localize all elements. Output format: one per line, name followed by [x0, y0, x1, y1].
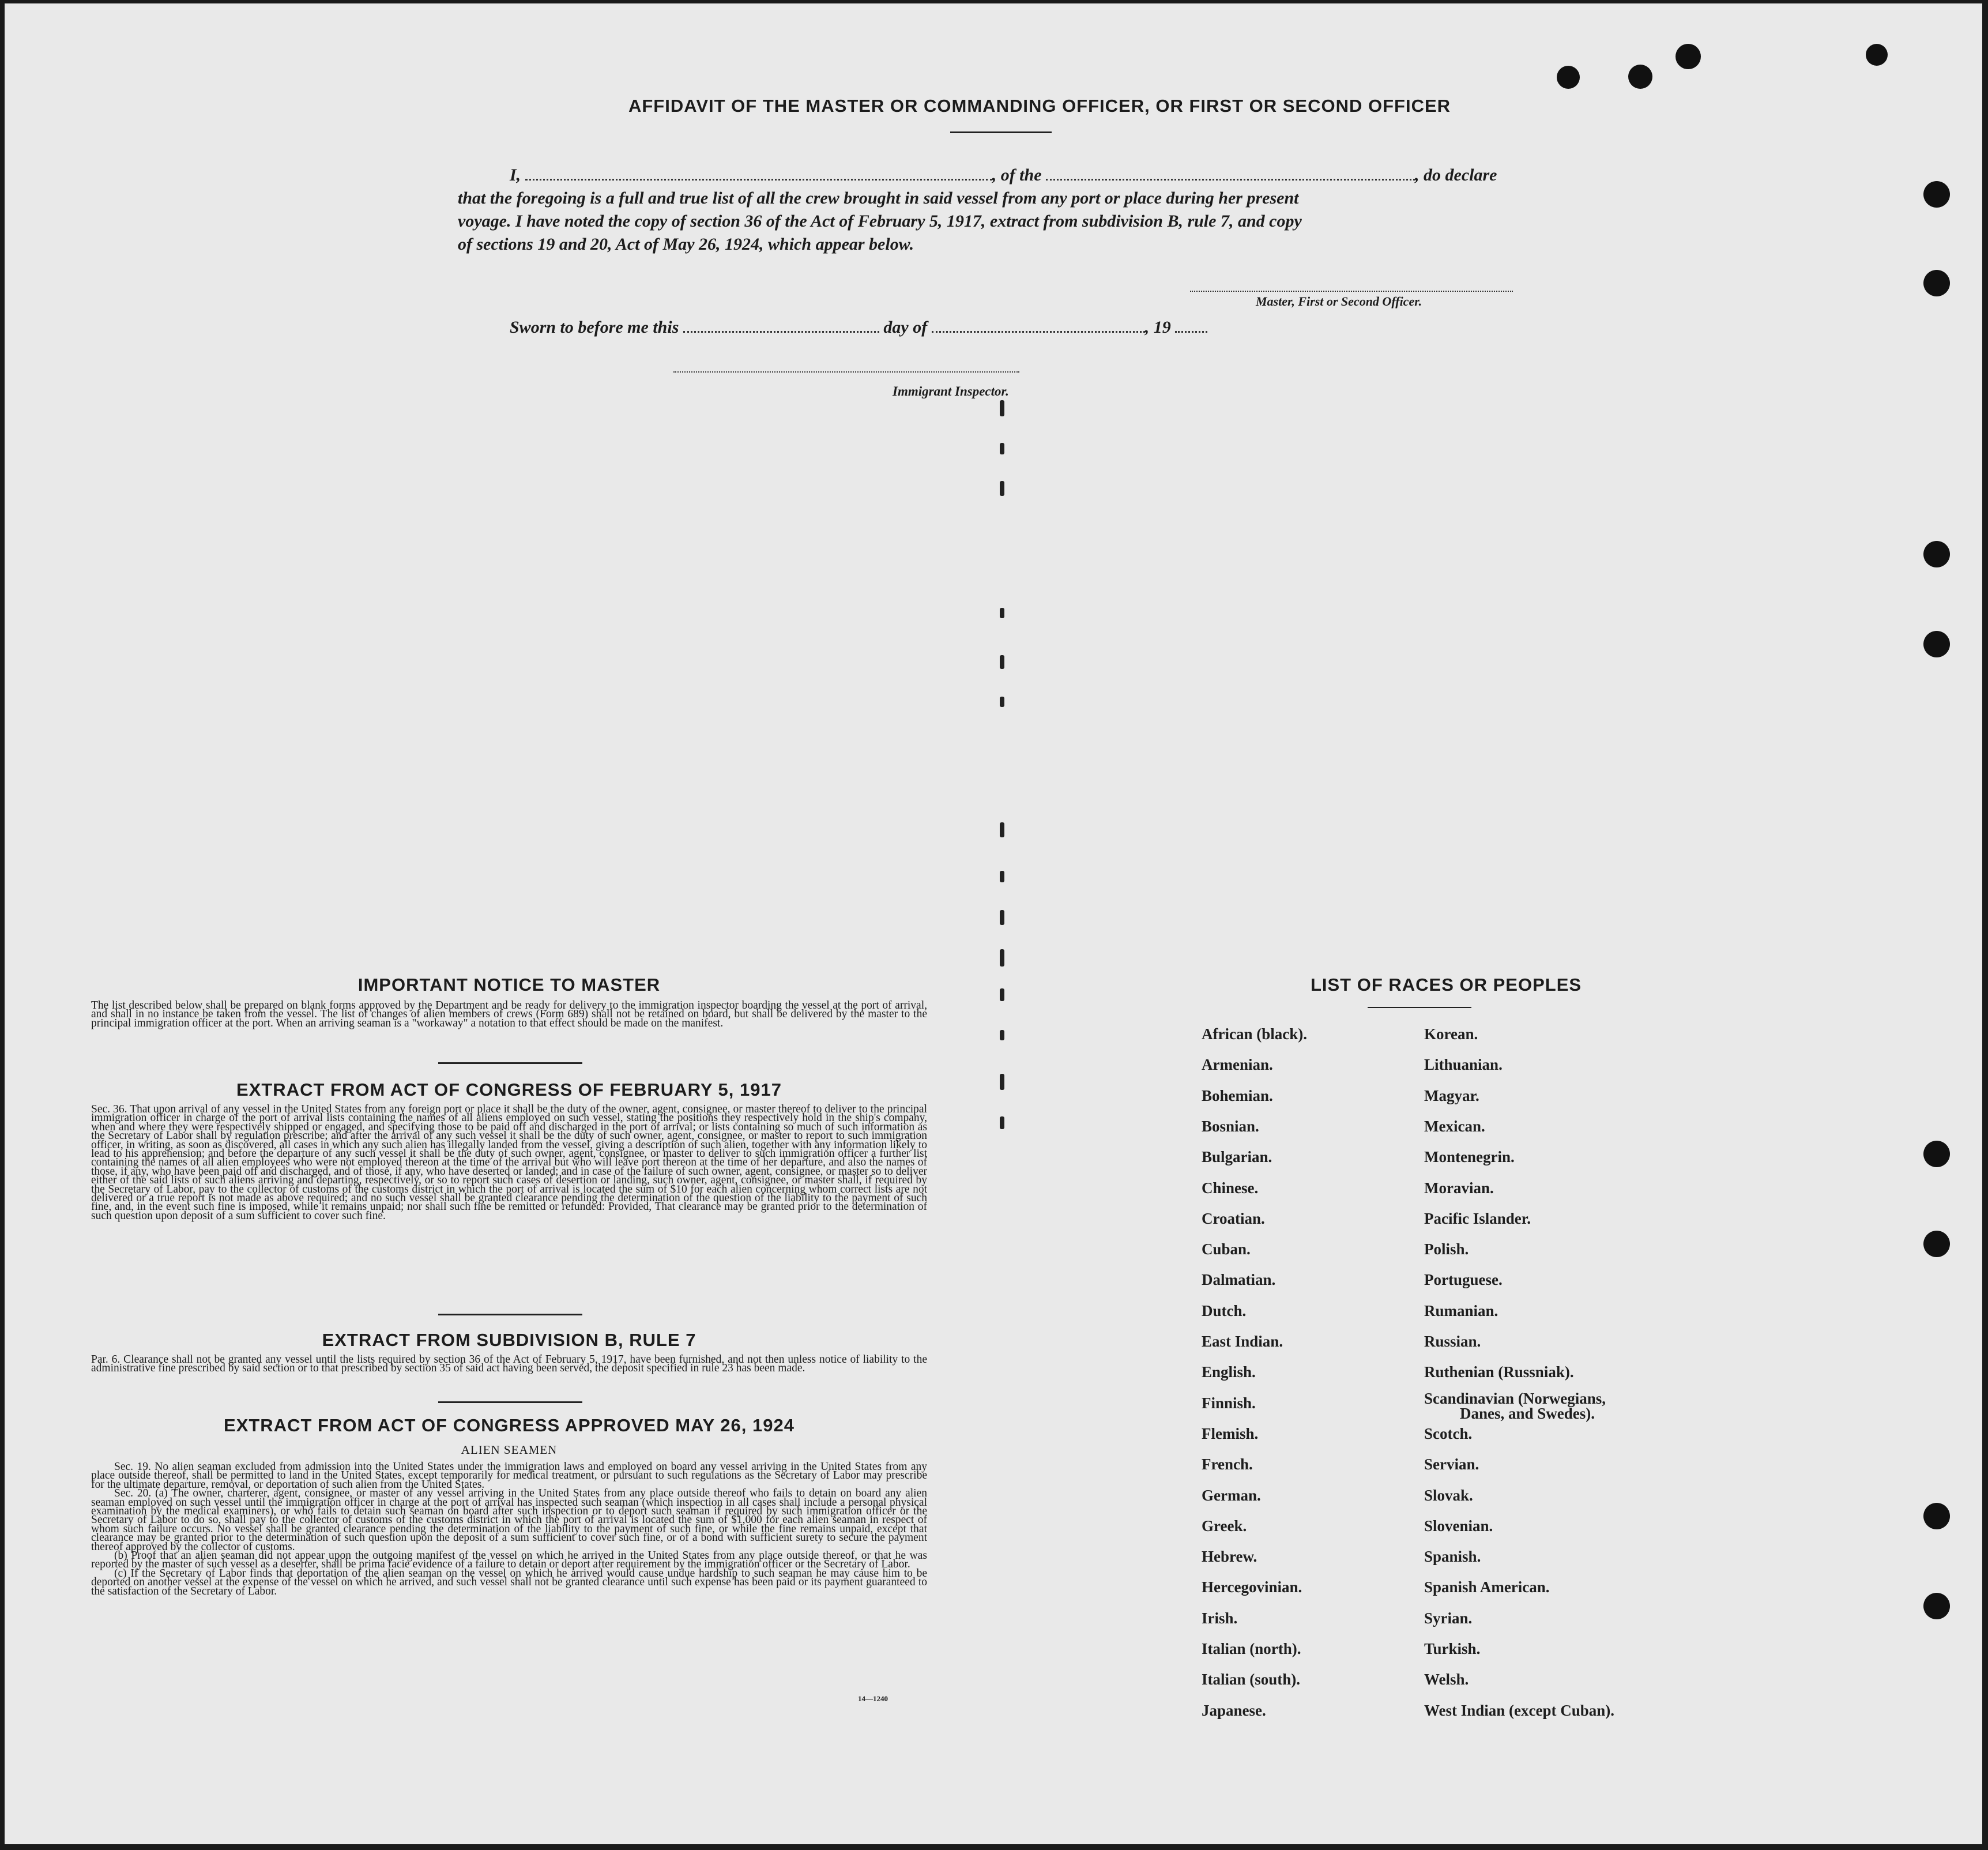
race-item: Montenegrin.: [1424, 1148, 1515, 1166]
notice-text: The list described below shall be prepared on blank forms approved by the Department and be ready for delivery to the immigration inspector boarding the vessel at the port of arrival, and shall in no instance be taken from the vessel. The list of changes of alien members of crews (Form 689) shall not be retained on board, but shall be delivered by the master to the principal immigration officer at the port. When an arriving seaman is a "workaway" a notation to that effect should be made on the manifest.: [91, 999, 927, 1029]
extract-1917-text: Sec. 36. That upon arrival of any vessel in the United States from any foreign port or place it shall be the duty of the owner, agent, consignee, or master thereof to deliver to the principal immigration officer in charge of the port of arrival lists containing the names of all aliens employed on such vessel, stating the positions they respectively hold in the ship's company, when and where they were respectively shipped or engaged, and specifying those to be paid off and discharged in the port of arrival; or lists containing so much of such information as the Secretary of Labor shall by regulation prescribe; and after the arrival of any such vessel it shall be the duty of such owner, agent, consignee, or master to report to such immigration officer, in writing, as soon as discovered, all cases in which any such alien has illegally landed from the vessel, giving a description of such alien, together with any information likely to lead to his apprehension; and before the departure of any such vessel it shall be the duty of such owner, agent, consignee, or master to deliver to such immigration officer a further list containing the names of all alien employees who were not employed thereon at the time of the arrival but who will leave port thereon at the time of her departure, and also the names of those, if any, who have been paid off and discharged, and of those, if any, who have deserted or landed; and in case of the failure of such owner, agent, consignee, or master so to deliver either of the said lists of such aliens arriving and departing, respectively, or so to report such cases of desertion or landing, such owner, agent, consignee, or master shall, if required by the Secretary of Labor, pay to the collector of customs of the customs district in which the port of arrival is located the sum of $10 for each alien concerning whom correct lists are not delivered or a true report is not made as above required; and no such vessel shall be granted clearance pending the determination of the question of the liability to the payment of such fine, and, in the event such fine is imposed, while it remains unpaid; nor shall such fine be remitted or refunded: Provided, That clearance may be granted prior to the determination of such question upon deposit of a sum sufficient to cover such fine.: [91, 1103, 927, 1222]
race-item: Dutch.: [1202, 1302, 1247, 1319]
declaration-of-the: , of the: [992, 166, 1042, 185]
race-item: Magyar.: [1424, 1086, 1479, 1104]
race-item: Cuban.: [1202, 1240, 1251, 1258]
section-rule: [438, 1401, 582, 1403]
race-item: Slovenian.: [1424, 1517, 1493, 1535]
race-item: Polish.: [1424, 1240, 1469, 1258]
sworn-date-field[interactable]: [683, 316, 879, 333]
race-item: Lithuanian.: [1424, 1056, 1503, 1074]
race-item: Russian.: [1424, 1333, 1481, 1350]
race-item: Croatian.: [1202, 1209, 1265, 1227]
race-item: Japanese.: [1202, 1701, 1266, 1719]
races-heading: LIST OF RACES OR PEOPLES: [1310, 975, 1582, 995]
race-item: Syrian.: [1424, 1609, 1473, 1627]
fold-mark: [1000, 481, 1004, 496]
punch-hole: [1866, 44, 1888, 66]
race-item: Korean.: [1424, 1025, 1478, 1043]
alien-seamen-subheading: ALIEN SEAMEN: [461, 1443, 558, 1457]
fold-mark: [1000, 871, 1004, 882]
punch-hole: [1923, 631, 1950, 657]
vessel-field[interactable]: [1046, 164, 1415, 181]
declaration-line-4: of sections 19 and 20, Act of May 26, 1924, which appear below.: [458, 235, 914, 254]
race-item: Portuguese.: [1424, 1271, 1503, 1289]
punch-hole: [1923, 181, 1950, 208]
race-item: French.: [1202, 1456, 1253, 1473]
sec-20c-text: (c) If the Secretary of Labor finds that deportation of the alien seaman on the vessel on which he arrived would cause undue hardship to such seaman he may cause him to be deported on another vessel at the expense of the vessel on which he arrived, and such vessel shall not be granted clearance until such expense has been paid or its payment guaranteed to the satisfaction of the Secretary of Labor.: [91, 1567, 927, 1597]
race-item: Slovak.: [1424, 1486, 1473, 1504]
race-item: African (black).: [1202, 1025, 1307, 1043]
race-item: Bosnian.: [1202, 1117, 1259, 1135]
race-item: Mexican.: [1424, 1117, 1485, 1135]
section-rule: [438, 1062, 582, 1064]
sec-20b-text: (b) Proof that an alien seaman did not appear upon the outgoing manifest of the vessel on which he arrived in the United States from any place outside thereof, or that he was reported by the master of such vessel as a deserter, shall be prima facie evidence of a failure to detain or deport after requirement by the immigration officer or the Secretary of Labor.: [91, 1550, 927, 1571]
race-item: Spanish.: [1424, 1548, 1481, 1566]
race-item: Rumanian.: [1424, 1302, 1498, 1319]
race-item: Chinese.: [1202, 1179, 1259, 1197]
race-item: Greek.: [1202, 1517, 1247, 1535]
race-item: West Indian (except Cuban).: [1424, 1701, 1615, 1719]
punch-hole: [1923, 1231, 1950, 1257]
sworn-year-field[interactable]: [1175, 316, 1207, 333]
race-item: Welsh.: [1424, 1671, 1469, 1689]
race-item: Scandinavian (Norwegians,: [1424, 1389, 1606, 1407]
master-signature-line[interactable]: [1190, 291, 1513, 292]
race-item: German.: [1202, 1486, 1261, 1504]
name-field[interactable]: [525, 164, 992, 181]
heading-rule: [950, 131, 1052, 133]
race-item: Bulgarian.: [1202, 1148, 1272, 1166]
punch-hole: [1923, 1593, 1950, 1619]
fold-mark: [1000, 988, 1004, 1001]
race-item: Italian (north).: [1202, 1640, 1301, 1657]
sworn-line: [510, 316, 1207, 337]
section-rule: [438, 1314, 582, 1315]
race-item: Pacific Islander.: [1424, 1209, 1531, 1227]
inspector-signature-line[interactable]: [673, 371, 1019, 373]
punch-hole: [1557, 66, 1580, 89]
fold-mark: [1000, 697, 1004, 707]
race-item: Scotch.: [1424, 1424, 1473, 1442]
fold-mark: [1000, 949, 1004, 967]
race-item: Servian.: [1424, 1456, 1479, 1473]
punch-hole: [1923, 541, 1950, 567]
extract-rule7-heading: EXTRACT FROM SUBDIVISION B, RULE 7: [322, 1330, 696, 1350]
fold-mark: [1000, 1116, 1004, 1129]
document-page: [5, 3, 1982, 1844]
race-item: English.: [1202, 1363, 1256, 1381]
master-signature-label: Master, First or Second Officer.: [1256, 294, 1422, 309]
race-item: Hercegovinian.: [1202, 1578, 1302, 1596]
fold-mark: [1000, 655, 1004, 669]
race-item: Bohemian.: [1202, 1086, 1273, 1104]
extract-rule7-text: Par. 6. Clearance shall not be granted any vessel until the lists required by section 36 of the Act of February 5, 1917, have been furnished, and not then unless notice of liability to the administrative fine prescribed by said section or to that prescribed by section 35 of said act having been served, the deposit specified in rule 23 has been made.: [91, 1353, 927, 1375]
fold-mark: [1000, 1074, 1004, 1090]
race-item: Dalmatian.: [1202, 1271, 1276, 1289]
punch-hole: [1628, 65, 1652, 89]
race-scandinavian-continued: Danes, and Swedes).: [1460, 1404, 1595, 1422]
race-item: Moravian.: [1424, 1179, 1494, 1197]
fold-mark: [1000, 400, 1004, 416]
extract-1924-text: [91, 1462, 927, 1596]
fold-mark: [1000, 608, 1004, 618]
extract-1924-heading: EXTRACT FROM ACT OF CONGRESS APPROVED MAY 26, 1924: [224, 1415, 795, 1435]
race-item: Irish.: [1202, 1609, 1238, 1627]
fold-mark: [1000, 910, 1004, 925]
sec-20a-text: Sec. 20. (a) The owner, charterer, agent, consignee, or master of any vessel arriving in the United States from any place outside thereof who fails to detain on board any alien seaman employed on such vessel until the immigration officer in charge at the port of arrival has inspected such seaman (which inspection in all cases shall include a personal physical examination by the medical examiners), or who fails to detain such seaman on board after such inspection or to deport such seaman if required by such immigration officer or the Secretary of Labor to do so, shall pay to the collector of customs of the customs district in which the port of arrival is located the sum of $1,000 for each alien seaman in respect of whom such failure occurs. No vessel shall be granted clearance pending the determination of the liability to the payment of such fine, or while the fine remains unpaid, except that clearance may be granted prior to the determination of such question upon the deposit of a sum sufficient to cover such fine, or of a bond with sufficient surety to secure the payment thereof approved by the collector of customs.: [91, 1487, 927, 1553]
extract-1917-heading: EXTRACT FROM ACT OF CONGRESS OF FEBRUARY 5, 1917: [236, 1080, 782, 1100]
affidavit-declaration: [458, 164, 1548, 256]
sec-19-text: Sec. 19. No alien seaman excluded from admission into the United States under the immigration laws and employed on board any vessel arriving in the United States from any place outside thereof, shall be permitted to land in the United States, except temporarily for medical treatment, or pursuant to such regulations as the Secretary of Labor may prescribe for the ultimate departure, removal, or deportation of such alien from the United States.: [91, 1461, 927, 1491]
races-heading-rule: [1368, 1007, 1471, 1008]
affidavit-heading: AFFIDAVIT OF THE MASTER OR COMMANDING OFFICER, OR FIRST OR SECOND OFFICER: [628, 96, 1451, 116]
fold-mark: [1000, 1030, 1004, 1040]
race-item: Flemish.: [1202, 1424, 1259, 1442]
punch-hole: [1923, 1503, 1950, 1529]
punch-hole: [1923, 1141, 1950, 1167]
race-item: Ruthenian (Russniak).: [1424, 1363, 1574, 1381]
declaration-line-2: that the foregoing is a full and true list of all the crew brought in said vessel from any port or place during her present: [458, 189, 1299, 208]
sworn-label: Sworn to before me this: [510, 318, 679, 337]
sworn-year-label: , 19: [1144, 318, 1171, 337]
race-item: Finnish.: [1202, 1394, 1256, 1412]
race-item: East Indian.: [1202, 1333, 1283, 1350]
race-item: Italian (south).: [1202, 1671, 1301, 1689]
declaration-do-declare: , do declare: [1415, 166, 1497, 185]
punch-hole: [1676, 44, 1701, 69]
sworn-month-field[interactable]: [932, 316, 1145, 333]
form-number: 14—1240: [858, 1694, 888, 1703]
declaration-line-3: voyage. I have noted the copy of section 36 of the Act of February 5, 1917, extract from subdivision B, rule 7, and copy: [458, 212, 1302, 231]
notice-heading: IMPORTANT NOTICE TO MASTER: [357, 975, 661, 995]
fold-mark: [1000, 822, 1004, 837]
inspector-label: Immigrant Inspector.: [893, 384, 1009, 398]
race-item: Hebrew.: [1202, 1548, 1257, 1566]
sworn-day-label: day of: [883, 318, 928, 337]
punch-hole: [1923, 270, 1950, 296]
race-item: Armenian.: [1202, 1056, 1273, 1074]
race-item: Spanish American.: [1424, 1578, 1550, 1596]
fold-mark: [1000, 443, 1004, 454]
race-item: Turkish.: [1424, 1640, 1481, 1657]
declaration-i: I,: [510, 166, 521, 185]
